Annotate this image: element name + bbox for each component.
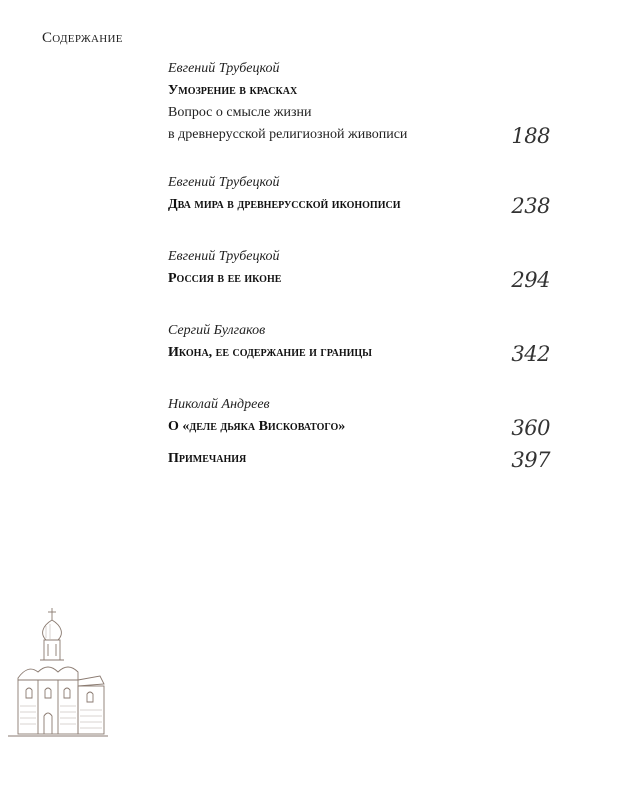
toc-entry-title: Россия в ее иконе <box>168 271 282 286</box>
toc-entry-page-number: 360 <box>511 416 550 440</box>
toc-entry-umozrenie[interactable] <box>168 58 552 146</box>
toc-entry-author: Евгений Трубецкой <box>168 61 280 76</box>
toc-entry-subtitle: Вопрос о смысле жизни <box>168 105 312 120</box>
toc-entry-title: Два мира в древнерусской иконописи <box>168 197 401 212</box>
toc-entry-page-number: 294 <box>511 268 550 292</box>
toc-entry-author: Евгений Трубецкой <box>168 249 280 264</box>
toc-entry-title: Умозрение в красках <box>168 83 298 98</box>
toc-entry-author: Сергий Булгаков <box>168 323 266 338</box>
toc-entry-title: О «деле дьяка Висковатого» <box>168 419 346 434</box>
toc-entry-author: Николай Андреев <box>168 397 270 412</box>
toc-entry-page-number: 342 <box>511 342 550 366</box>
toc-entry-page-number: 188 <box>511 124 550 148</box>
toc-entry-title: Примечания <box>168 451 247 466</box>
toc-entry-page-number: 238 <box>511 194 550 218</box>
church-illustration <box>4 606 110 746</box>
toc-entry-viskovaty[interactable] <box>168 394 552 438</box>
toc-entry-ikona[interactable] <box>168 320 552 364</box>
page-header-title: Содержание <box>42 30 123 46</box>
toc-entry-subtitle: в древнерусской религиозной живописи <box>168 127 408 142</box>
toc-entry-title: Икона, ее содержание и границы <box>168 345 372 360</box>
toc-entry-rossiya[interactable] <box>168 246 552 290</box>
toc-entry-dva-mira[interactable] <box>168 172 552 216</box>
toc-entry-page-number: 397 <box>511 448 550 472</box>
toc-entry-primechaniya[interactable] <box>168 448 552 470</box>
toc-entry-author: Евгений Трубецкой <box>168 175 280 190</box>
